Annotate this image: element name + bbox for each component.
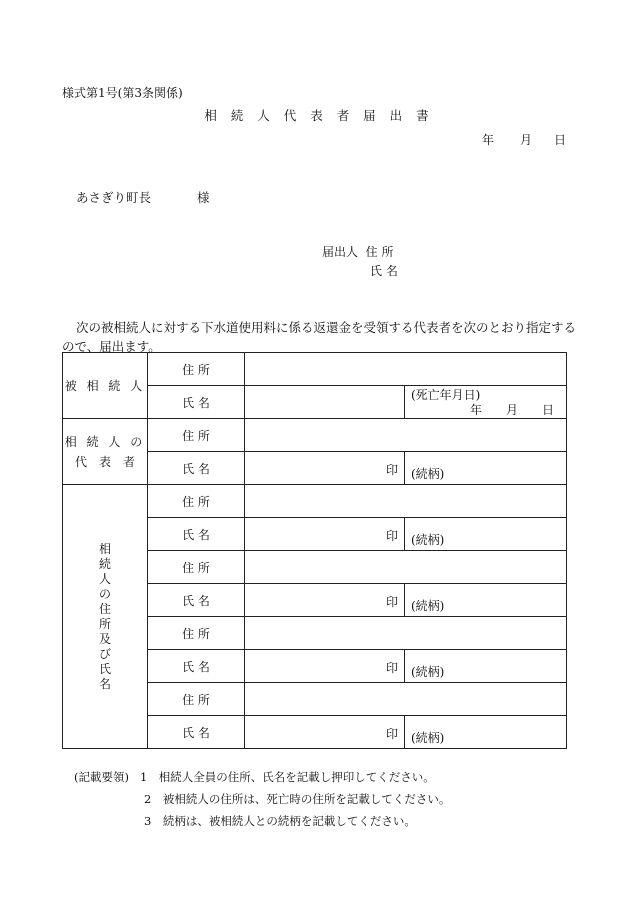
- filer-address-label: 住 所: [365, 245, 394, 259]
- deceased-address-field[interactable]: [245, 353, 567, 386]
- table-row: [63, 419, 567, 452]
- heir3-address-field[interactable]: [245, 617, 567, 650]
- document-title: 相 続 人 代 表 者 届 出 書: [204, 108, 434, 123]
- seal-mark: 印: [385, 595, 398, 609]
- addressee: [76, 188, 210, 206]
- filer-label: 届出人: [322, 245, 359, 259]
- representative-group-line2: 代 表 者: [74, 454, 135, 469]
- form-number-label: 様式第1号(第3条関係): [62, 86, 183, 100]
- table-row: [63, 485, 567, 518]
- heir4-address-field[interactable]: [245, 683, 567, 716]
- deceased-name-field[interactable]: [245, 386, 405, 419]
- date-day: 日: [554, 133, 567, 147]
- addressee-name: あさぎり町長: [76, 190, 152, 205]
- notes-block: [74, 766, 450, 832]
- addressee-honorific: 様: [197, 190, 210, 205]
- note-item: 3 続柄は、被相続人との続柄を記載してください。: [144, 814, 416, 828]
- death-date-field[interactable]: [405, 386, 567, 419]
- representative-group-label: [63, 419, 148, 485]
- date-line: [482, 131, 566, 148]
- heir2-name-label: 氏 名: [148, 584, 245, 617]
- relationship-label: (続柄): [411, 533, 445, 547]
- heir1-relationship-field[interactable]: [405, 518, 567, 551]
- table-row: [63, 353, 567, 386]
- seal-mark: 印: [385, 529, 398, 543]
- heir3-relationship-field[interactable]: [405, 650, 567, 683]
- relationship-label: (続柄): [411, 599, 445, 613]
- date-month: 月: [520, 133, 533, 147]
- heir4-address-label: 住 所: [148, 683, 245, 716]
- note-item: 2 被相続人の住所は、死亡時の住所を記載してください。: [144, 792, 451, 806]
- deceased-name-label: 氏 名: [148, 386, 245, 419]
- relationship-label: (続柄): [411, 467, 445, 481]
- seal-mark: 印: [385, 727, 398, 741]
- heir1-address-field[interactable]: [245, 485, 567, 518]
- death-date-label: (死亡年月日): [411, 388, 481, 402]
- heir1-address-label: 住 所: [148, 485, 245, 518]
- relationship-label: (続柄): [411, 731, 445, 745]
- note-item: 1 相続人全員の住所、氏名を記載し押印してください。: [139, 770, 435, 784]
- heir2-address-label: 住 所: [148, 551, 245, 584]
- deceased-address-label: 住 所: [148, 353, 245, 386]
- representative-name-field[interactable]: [245, 452, 405, 485]
- heir2-name-field[interactable]: [245, 584, 405, 617]
- heir2-relationship-field[interactable]: [405, 584, 567, 617]
- relationship-label: (続柄): [411, 665, 445, 679]
- heir3-name-field[interactable]: [245, 650, 405, 683]
- seal-mark: 印: [385, 463, 398, 477]
- filer-block: [322, 243, 398, 281]
- seal-mark: 印: [385, 661, 398, 675]
- filer-name-label: 氏 名: [370, 264, 398, 278]
- date-year: 年: [482, 133, 495, 147]
- death-date-value: 年 月 日: [469, 403, 554, 417]
- representative-relationship-field[interactable]: [405, 452, 567, 485]
- representative-address-field[interactable]: [245, 419, 567, 452]
- heir3-address-label: 住 所: [148, 617, 245, 650]
- heir4-name-label: 氏 名: [148, 716, 245, 749]
- representative-group-line1: 相 続 人 の: [64, 434, 146, 449]
- heir1-name-label: 氏 名: [148, 518, 245, 551]
- heir3-name-label: 氏 名: [148, 650, 245, 683]
- representative-name-label: 氏 名: [148, 452, 245, 485]
- heir1-name-field[interactable]: [245, 518, 405, 551]
- heirs-group-vertical-text: 相 続 人 の 住 所 及 び 氏 名: [98, 541, 111, 691]
- notes-heading: (記載要領): [74, 770, 129, 784]
- deceased-group-label: 被 相 続 人: [63, 353, 148, 419]
- intro-text: 次の被相続人に対する下水道使用料に係る返還金を受領する代表者を次のとおり指定するので、届出ます。: [62, 320, 577, 354]
- heir4-relationship-field[interactable]: [405, 716, 567, 749]
- heir-table: [62, 352, 567, 749]
- heir2-address-field[interactable]: [245, 551, 567, 584]
- representative-address-label: 住 所: [148, 419, 245, 452]
- heir4-name-field[interactable]: [245, 716, 405, 749]
- heirs-group-label: [63, 485, 148, 749]
